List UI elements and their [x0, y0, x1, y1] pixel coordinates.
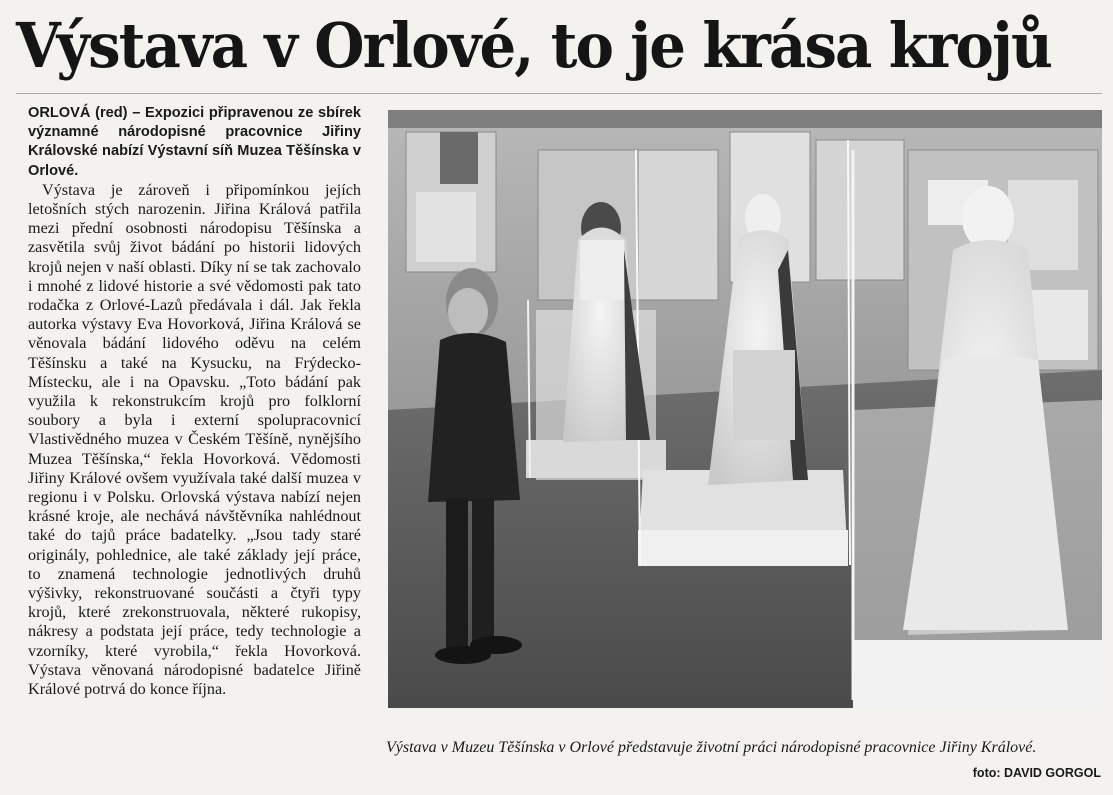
photo-credit: foto: DAVID GORGOL: [972, 766, 1101, 780]
article-column: [28, 104, 361, 699]
photo-caption: Výstava v Muzeu Těšínska v Orlové představuje životní práci národopisné pracovnice Jiřiny Králové.: [386, 739, 1037, 756]
headline: Výstava v Orlové, to je krása krojů: [16, 9, 1052, 82]
headline-rule: [16, 93, 1102, 94]
article-body: Výstava je zároveň i připomínkou jejích letošních stých narozenin. Jiřina Králová patřila mezi přední osobnosti národopisu Těšínska a zasvětila svůj život bádání po historii lidových krojů nejen v naší oblasti. Díky ní se tak zachovalo i mnohé z lidové historie a své vědomosti pak tato rodačka z Orlové-Lazů předávala i dál. Jak řekla autorka výstavy Eva Hovorková, Jiřina Králová se věnovala bádání lidového oděvu na celém Těšínsku a také na Kysucku, na Frýdecko-Místecku, ale i na Opavsku. „Toto bádání pak využila k rekonstrukcím krojů pro folklorní soubory a byla i externí spolupracovnicí Vlastivědného muzea v Českém Těšíně, nynějšího Muzea Těšínska,“ řekla Hovorková. Vědomosti Jiřiny Králové ovšem využívala také další muzea v regionu i v Polsku. Orlovská výstava nabízí nejen krásné kroje, ale nechává návštěvníka nahlédnout také do tajů práce badatelky. „Jsou tady staré originály, pohlednice, ale také základy její práce, to znamená technologie jednotlivých druhů výšivky, rekonstruované součásti a čtyři typy krojů, které zrekonstruovala, některé rukopisy, nákresy a podstata její práce, tedy technologie a vzorníky, které vyrobila,“ řekla Hovorková. Výstava věnovaná národopisné badatelce Jiřině Králové potrvá do konce října.: [28, 180, 361, 699]
exhibition-photo: [388, 110, 1102, 708]
article-lead: ORLOVÁ (red) – Expozici připravenou ze sbírek významné národopisné pracovnice Jiřiny Královské nabízí Výstavní síň Muzea Těšínska v Orlové.: [28, 105, 361, 179]
